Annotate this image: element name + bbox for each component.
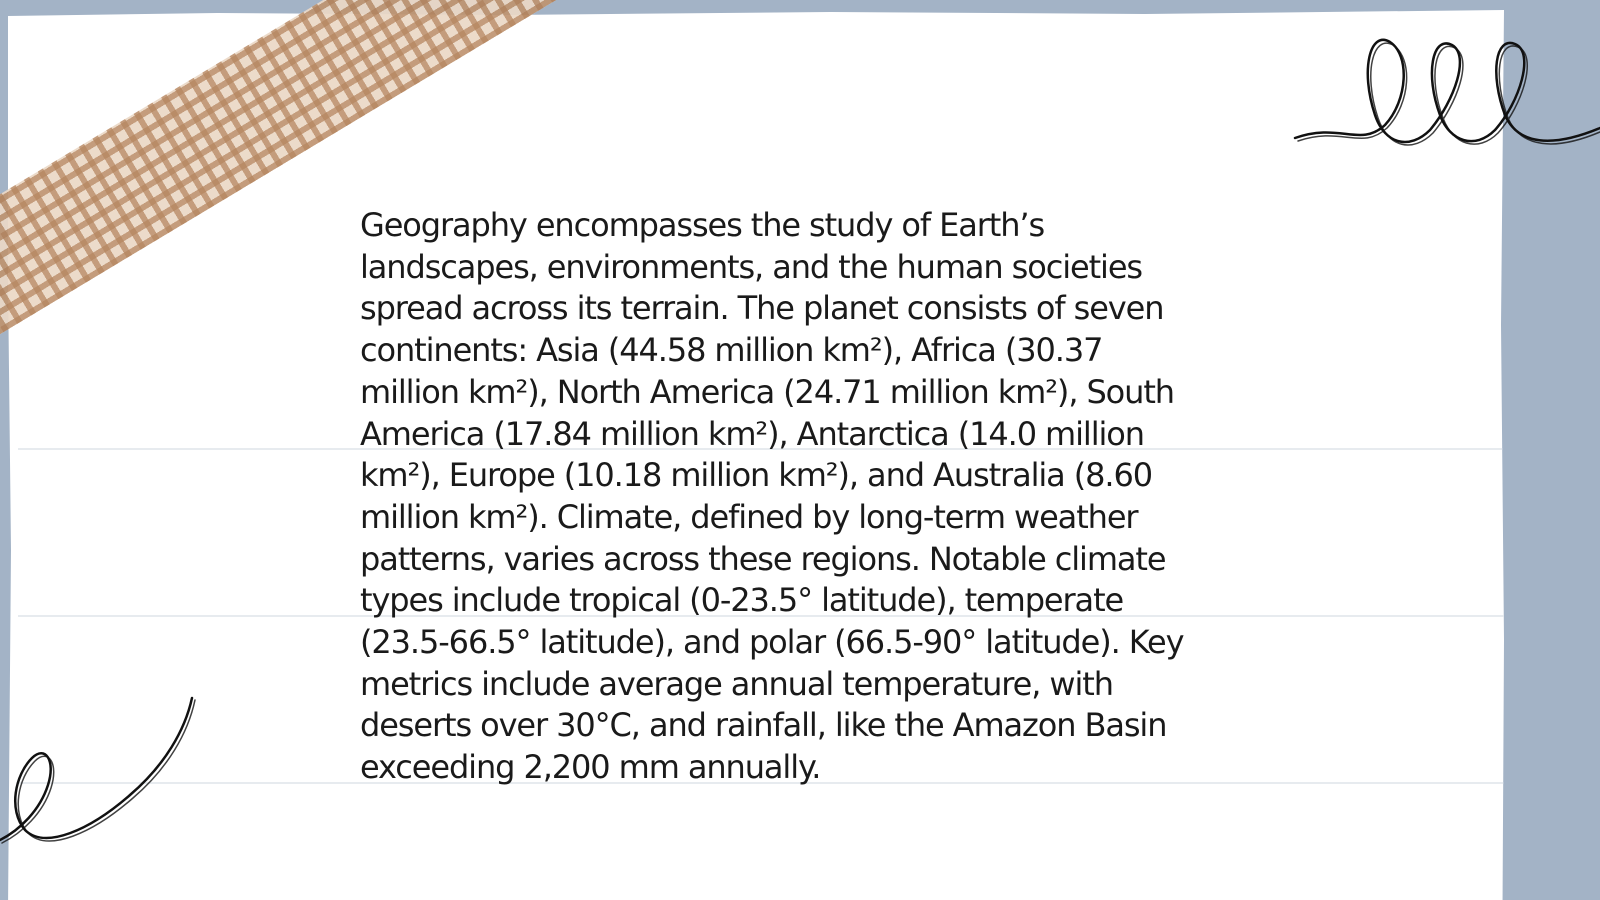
body-paragraph: Geography encompasses the study of Earth’s landscapes, environments, and the human societies spread across its terrain. The planet consists of seven continents: Asia (44.58 million km²), Africa (30.37 million km²), North America (24.71 million km²), South America (17.84 million km²), Antarctica (14.0 million km²), Europe (10.18 million km²), and Australia (8.60 million km²). Climate, defined by long-term weather patterns, varies across these regions. Notable climate types include tropical (0-23.5° latitude), temperate (23.5-66.5° latitude), and polar (66.5-90° latitude). Key metrics include average annual temperature, with deserts over 30°C, and rainfall, like the Amazon Basin exceeding 2,200 mm annually. — [360, 206, 1184, 787]
loop-squiggle-icon — [1290, 30, 1600, 160]
swoosh-squiggle-icon — [0, 690, 200, 850]
